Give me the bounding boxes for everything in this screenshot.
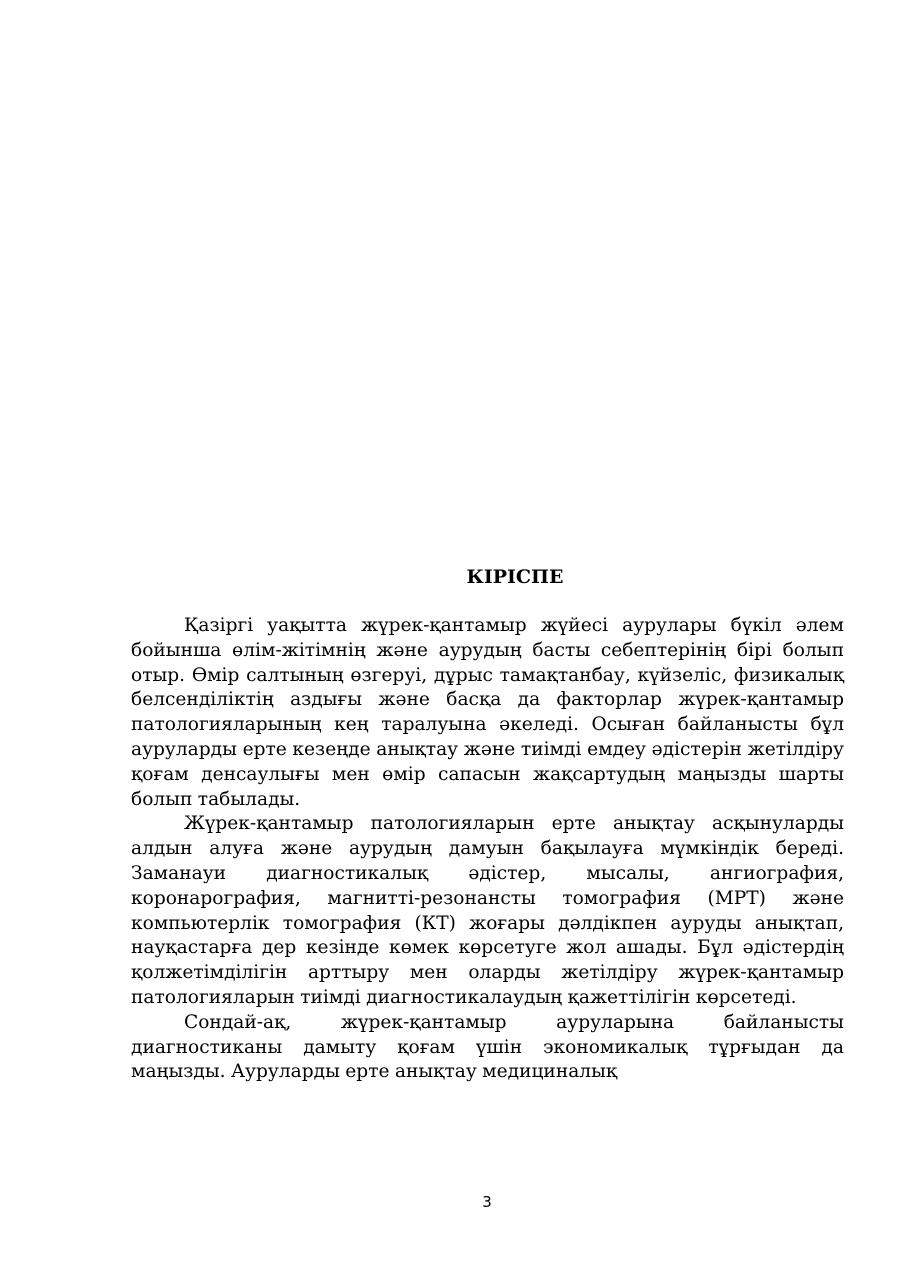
paragraph: Қазіргі уақытта жүрек-қантамыр жүйесі аурулары бүкіл әлем бойынша өлім-жітімнің және аурудың басты себептерінің бірі болып отыр. Өмір салтының өзгеруі, дұрыс тамақтанбау, күйзеліс, физикалық белсенділіктің аздығы және басқа да факторлар жүрек-қантамыр патологияларының кең таралуына әкеледі. Осыған байланысты бұл ауруларды ерте кезеңде анықтау және тиімді емдеу әдістерін жетілдіру қоғам денсаулығы мен өмір сапасын жақсартудың маңызды шарты болып табылады.	[131, 615, 844, 810]
page-number: 3	[482, 1193, 492, 1211]
paragraph: Жүрек-қантамыр патологияларын ерте анықтау асқынуларды алдын алуға және аурудың дамуын бақылауға мүмкіндік береді. Заманауи диагностикалық әдістер, мысалы, ангиография, коронарография, магнитті-резонансты томография (МРТ) және компьютерлік томография (КТ) жоғары дәлдікпен ауруды анықтап, науқастарға дер кезінде көмек көрсетуге жол ашады. Бұл әдістердің қолжетімділігін арттыру мен оларды жетілдіру жүрек-қантамыр патологияларын тиімді диагностикалаудың қажеттілігін көрсетеді.	[131, 813, 844, 1008]
paragraph: Сондай-ақ, жүрек-қантамыр ауруларына байланысты диагностиканы дамыту қоғам үшін экономикалық тұрғыдан да маңызды. Ауруларды ерте анықтау медициналық	[131, 1011, 844, 1083]
section-heading: КІРІСПЕ	[466, 566, 564, 588]
body-text	[131, 614, 844, 1085]
